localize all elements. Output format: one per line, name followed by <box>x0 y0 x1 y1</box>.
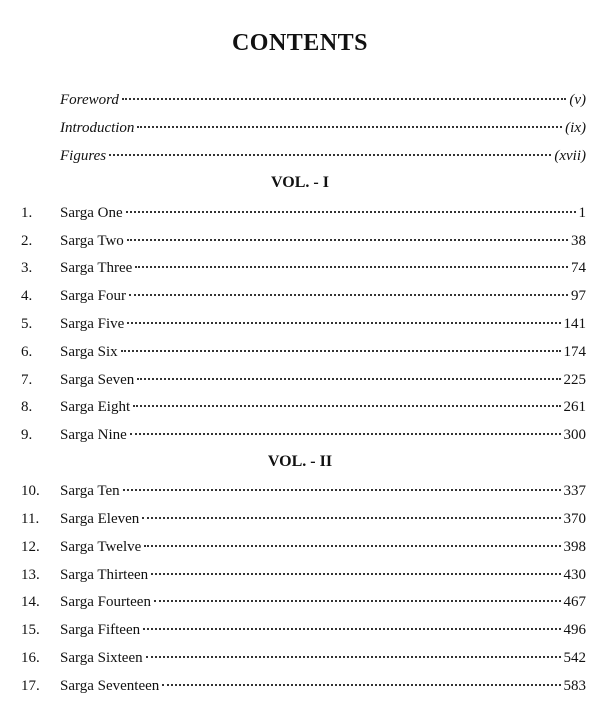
entry-label: Sarga Eight <box>60 399 131 415</box>
entry-page: 141 <box>563 316 586 332</box>
entry-page: 430 <box>563 567 586 583</box>
entry-page: 300 <box>563 427 586 443</box>
entry-number: 5. <box>21 316 33 332</box>
entry-page: (xvii) <box>554 148 586 164</box>
toc-entry-chapter[interactable] <box>21 676 586 696</box>
toc-entry-chapter[interactable] <box>21 537 586 557</box>
entry-page: 496 <box>563 622 586 638</box>
dot-leader <box>123 489 561 491</box>
entry-page: 38 <box>571 233 586 249</box>
entry-label: Figures <box>60 148 107 164</box>
entry-page: 1 <box>578 205 586 221</box>
entry-label: Sarga Three <box>60 260 133 276</box>
dot-leader <box>130 433 561 435</box>
entry-label: Introduction <box>60 120 135 136</box>
entry-label: Sarga Six <box>60 344 118 360</box>
entry-page: (ix) <box>565 120 586 136</box>
page-title: CONTENTS <box>231 30 369 56</box>
entry-label: Sarga Fifteen <box>60 622 141 638</box>
entry-number: 1. <box>21 205 33 221</box>
entry-number: 8. <box>21 399 33 415</box>
volume-heading-2: VOL. - II <box>267 453 333 470</box>
toc-entry-chapter[interactable] <box>21 286 586 306</box>
entry-page: 97 <box>571 288 586 304</box>
entry-label: Sarga Two <box>60 233 124 249</box>
entry-page: 467 <box>563 594 586 610</box>
toc-entry-chapter[interactable] <box>21 592 586 612</box>
toc-entry-chapter[interactable] <box>21 481 586 501</box>
entry-label: Sarga Thirteen <box>60 567 149 583</box>
dot-leader <box>129 294 568 296</box>
entry-page: (v) <box>569 92 586 108</box>
entry-number: 6. <box>21 344 33 360</box>
toc-entry-chapter[interactable] <box>21 231 586 251</box>
dot-leader <box>137 126 562 128</box>
entry-number: 15. <box>21 622 40 638</box>
entry-label: Sarga Four <box>60 288 126 304</box>
toc-entry-chapter[interactable] <box>21 620 586 640</box>
toc-entry-chapter[interactable] <box>21 565 586 585</box>
entry-page: 174 <box>563 344 586 360</box>
entry-number: 2. <box>21 233 33 249</box>
entry-number: 11. <box>21 511 40 527</box>
entry-page: 542 <box>563 650 586 666</box>
entry-label: Sarga Twelve <box>60 539 142 555</box>
entry-page: 261 <box>563 399 586 415</box>
entry-number: 9. <box>21 427 33 443</box>
dot-leader <box>162 684 560 686</box>
dot-leader <box>127 239 568 241</box>
entry-number: 16. <box>21 650 40 666</box>
entry-number: 4. <box>21 288 33 304</box>
toc-entry-chapter[interactable] <box>21 425 586 445</box>
toc-entry-figures[interactable] <box>60 146 586 166</box>
dot-leader <box>143 628 560 630</box>
dot-leader <box>133 405 560 407</box>
dot-leader <box>137 378 560 380</box>
entry-number: 10. <box>21 483 40 499</box>
volume-heading-1: VOL. - I <box>271 174 329 191</box>
toc-entry-chapter[interactable] <box>21 370 586 390</box>
entry-label: Foreword <box>60 92 119 108</box>
entry-label: Sarga Seventeen <box>60 678 160 694</box>
entry-page: 398 <box>563 539 586 555</box>
entry-number: 17. <box>21 678 40 694</box>
entry-label: Sarga Seven <box>60 372 135 388</box>
entry-label: Sarga Nine <box>60 427 127 443</box>
toc-entry-introduction[interactable] <box>60 118 586 138</box>
toc-entry-chapter[interactable] <box>21 397 586 417</box>
entry-label: Sarga Fourteen <box>60 594 151 610</box>
entry-number: 14. <box>21 594 40 610</box>
toc-entry-chapter[interactable] <box>21 648 586 668</box>
toc-entry-chapter[interactable] <box>21 314 586 334</box>
toc-entry-chapter[interactable] <box>21 258 586 278</box>
entry-number: 13. <box>21 567 40 583</box>
entry-label: Sarga Ten <box>60 483 120 499</box>
entry-page: 74 <box>571 260 586 276</box>
entry-label: Sarga Five <box>60 316 125 332</box>
dot-leader <box>154 600 561 602</box>
entry-label: Sarga Eleven <box>60 511 140 527</box>
toc-entry-foreword[interactable] <box>60 90 586 110</box>
dot-leader <box>135 266 568 268</box>
entry-page: 370 <box>563 511 586 527</box>
entry-number: 12. <box>21 539 40 555</box>
dot-leader <box>146 656 561 658</box>
entry-label: Sarga Sixteen <box>60 650 143 666</box>
entry-page: 583 <box>563 678 586 694</box>
dot-leader <box>122 98 566 100</box>
entry-number: 7. <box>21 372 33 388</box>
toc-entry-chapter[interactable] <box>21 509 586 529</box>
toc-entry-chapter[interactable] <box>21 203 586 223</box>
entry-number: 3. <box>21 260 33 276</box>
toc-entry-chapter[interactable] <box>21 342 586 362</box>
dot-leader <box>142 517 560 519</box>
dot-leader <box>127 322 560 324</box>
dot-leader <box>151 573 560 575</box>
dot-leader <box>109 154 551 156</box>
entry-label: Sarga One <box>60 205 123 221</box>
dot-leader <box>144 545 560 547</box>
entry-page: 337 <box>563 483 586 499</box>
entry-page: 225 <box>563 372 586 388</box>
dot-leader <box>121 350 561 352</box>
dot-leader <box>126 211 576 213</box>
